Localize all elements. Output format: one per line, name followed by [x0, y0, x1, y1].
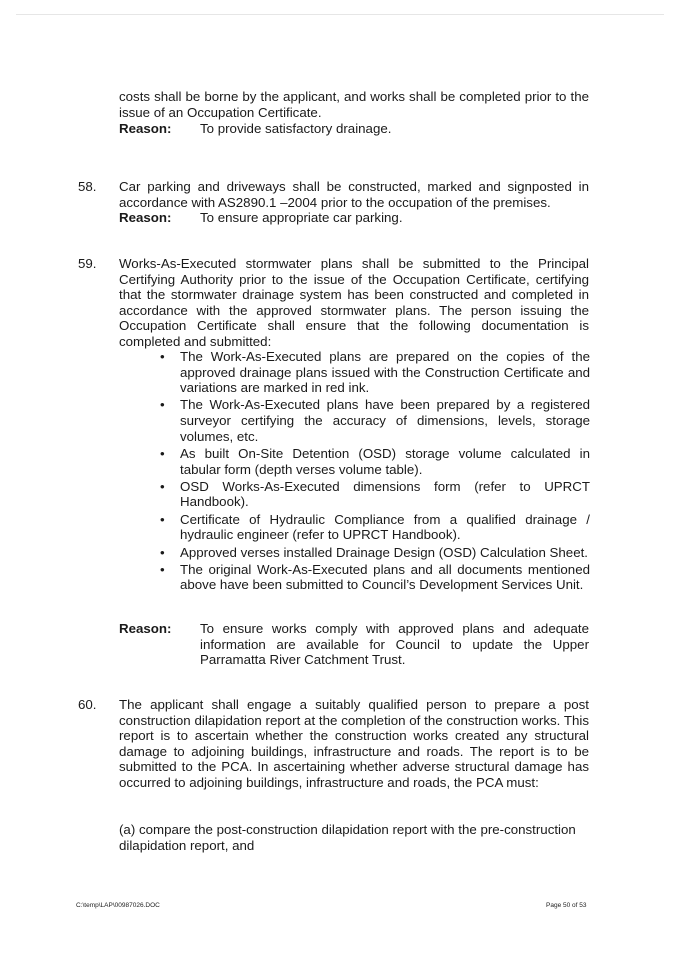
- list-item: • The Work-As-Executed plans are prepared on the copies of the approved drainage plans issued with the Construction Certificate and variations are marked in red ink.: [160, 349, 590, 396]
- continuation-reason: [119, 121, 589, 137]
- reason-label: Reason:: [119, 621, 172, 636]
- list-item: • The original Work-As-Executed plans and all documents mentioned above have been submitted to Council’s Development Services Unit.: [160, 561, 590, 593]
- reason-text: To provide satisfactory drainage.: [200, 121, 392, 136]
- bullet-icon: •: [160, 349, 165, 364]
- list-item: • Approved verses installed Drainage Design (OSD) Calculation Sheet.: [160, 544, 588, 560]
- bullet-icon: •: [160, 544, 165, 560]
- condition-reason-58: [119, 210, 589, 226]
- sub-item-label: (a): [119, 822, 136, 837]
- sub-item-text: compare the post-construction dilapidation report with the pre-construction dilapidation report, and: [119, 822, 576, 853]
- documentation-list: [160, 349, 590, 595]
- condition-text-59: Works-As-Executed stormwater plans shall be submitted to the Principal Certifying Authority prior to the issue of the Occupation Certificate, certifying that the stormwater drainage system has been constructed and completed in accordance with the approved stormwater plans. The person issuing the Occupation Certificate shall ensure that the following documentation is completed and submitted:: [119, 256, 589, 349]
- page-top-edge: [16, 14, 664, 15]
- bullet-icon: •: [160, 478, 165, 494]
- footer-page-number: Page 50 of 53: [546, 902, 587, 909]
- bullet-icon: •: [160, 397, 165, 413]
- sub-item-a: [119, 822, 591, 853]
- condition-number-60: 60.: [78, 697, 97, 712]
- reason-text: To ensure appropriate car parking.: [200, 210, 403, 225]
- condition-number-59: 59.: [78, 256, 97, 271]
- condition-reason-59: [119, 621, 589, 668]
- bullet-icon: •: [160, 445, 165, 461]
- reason-label: Reason:: [119, 210, 172, 225]
- condition-text-60: The applicant shall engage a suitably qualified person to prepare a post construction dilapidation report at the completion of the construction works. This report is to ascertain whether the construction works created any structural damage to adjoining buildings, infrastructure and roads. The report is to be submitted to the PCA. In ascertaining whether adverse structural damage has occurred to adjoining buildings, infrastructure and roads, the PCA must:: [119, 697, 589, 790]
- list-item: • OSD Works-As-Executed dimensions form (refer to UPRCT Handbook).: [160, 478, 590, 510]
- reason-text: To ensure works comply with approved plans and adequate information are available for Council to update the Upper Parramatta River Catchment Trust.: [200, 621, 589, 668]
- list-item: • As built On-Site Detention (OSD) storage volume calculated in tabular form (depth verses volume table).: [160, 445, 590, 477]
- continuation-text: costs shall be borne by the applicant, and works shall be completed prior to the issue of an Occupation Certificate.: [119, 89, 589, 120]
- reason-label: Reason:: [119, 121, 172, 136]
- condition-text-58: Car parking and driveways shall be constructed, marked and signposted in accordance with AS2890.1 –2004 prior to the occupation of the premises.: [119, 179, 589, 210]
- list-item: • Certificate of Hydraulic Compliance from a qualified drainage / hydraulic engineer (refer to UPRCT Handbook).: [160, 511, 590, 543]
- footer-file-path: C:\temp\LAP\00987026.DOC: [76, 902, 160, 909]
- condition-number-58: 58.: [78, 179, 97, 194]
- bullet-icon: •: [160, 511, 165, 527]
- bullet-icon: •: [160, 561, 165, 577]
- list-item: • The Work-As-Executed plans have been prepared by a registered surveyor certifying the accuracy of dimensions, levels, storage volumes, etc.: [160, 397, 590, 444]
